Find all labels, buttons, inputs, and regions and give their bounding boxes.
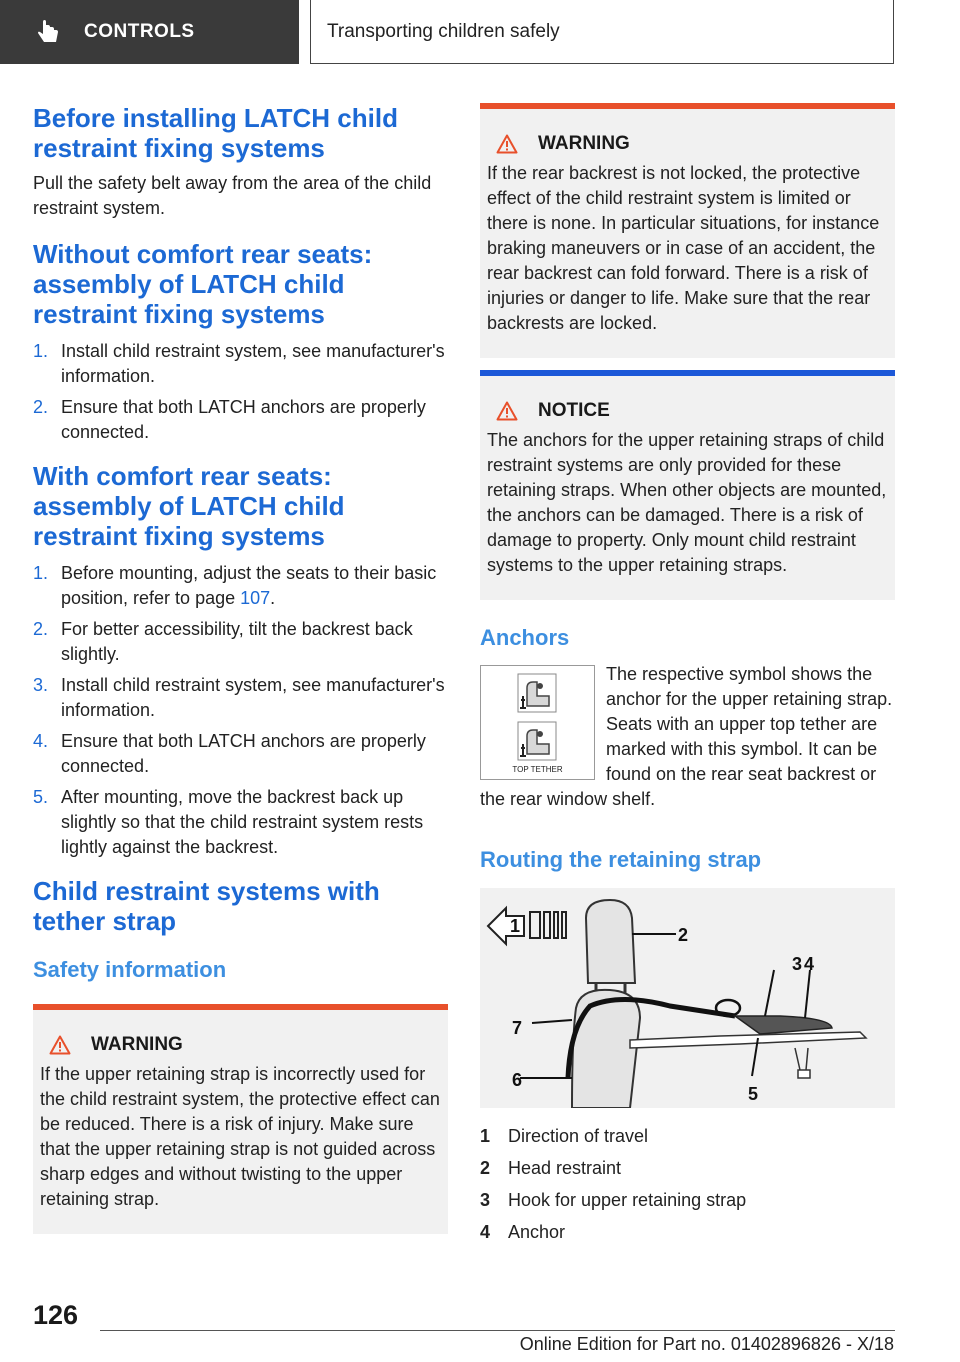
- warning-text: If the rear backrest is not locked, the protective effect of the child restraint system is limited or there is none. In particular situations, for instance braking maneuvers or in case of an accident, the rear backrest can fold forward. There is a risk of injuries or danger to life. Make sure that the rear backrests are locked.: [487, 163, 880, 333]
- page-reference-link[interactable]: 107: [240, 588, 271, 608]
- heading-tether-strap: Child restraint systems with tether strap: [33, 876, 380, 936]
- legend-row: 1 Direction of travel: [480, 1126, 649, 1146]
- diagram-label: 6: [512, 1070, 523, 1090]
- list-item: 4. Ensure that both LATCH anchors are properly connected.: [33, 731, 426, 776]
- notice-title: NOTICE: [538, 400, 610, 421]
- diagram-legend: [480, 1120, 895, 1248]
- para-before-installing: Pull the safety belt away from the area of the child restraint system.: [33, 173, 432, 218]
- page-footer: [0, 1300, 960, 1362]
- child-seat-anchor-icon: [481, 666, 594, 779]
- heading-with-comfort: With comfort rear seats: assembly of LATCH child restraint fixing systems: [33, 461, 345, 551]
- heading-routing: Routing the retaining strap: [480, 847, 762, 872]
- heading-before-installing: Before installing LATCH child restraint fixing systems: [33, 103, 398, 163]
- page-number: 126: [33, 1300, 79, 1330]
- right-column: [480, 103, 895, 1248]
- diagram-label: 4: [804, 954, 815, 974]
- anchors-text: The respective symbol shows the anchor for the upper retaining strap. Seats with an upper top tether are marked with this symbol. It can be found on the rear seat backrest or the rear window shelf.: [480, 664, 893, 809]
- hand-pointer-icon: [36, 19, 62, 45]
- warning-box-strap: [33, 1004, 448, 1234]
- warning-triangle-icon: [496, 134, 518, 154]
- warning-box-backrest: [480, 103, 895, 358]
- list-with-comfort: [33, 561, 448, 860]
- legend-row: 3 Hook for upper retaining strap: [480, 1190, 747, 1210]
- list-item: 1. Install child restraint system, see manufacturer's information.: [33, 341, 445, 386]
- notice-box-anchors: [480, 370, 895, 600]
- warning-text: If the upper retaining strap is incorrectly used for the child restraint system, the protective effect can be reduced. There is a risk of injury. Make sure that the upper retaining strap is not guided across sharp edges and without twisting to the upper retaining strap.: [40, 1064, 440, 1209]
- anchors-section: [480, 662, 895, 812]
- page-title-box: [310, 0, 894, 64]
- section-label: CONTROLS: [84, 21, 195, 42]
- heading-safety-information: Safety information: [33, 957, 227, 982]
- list-without-comfort: [33, 339, 448, 445]
- warning-triangle-icon: [49, 1035, 71, 1055]
- top-tether-caption: TOP TETHER: [512, 765, 563, 774]
- list-item: 2. Ensure that both LATCH anchors are properly connected.: [33, 397, 426, 442]
- diagram-label: 7: [512, 1018, 523, 1038]
- legend-row: 4 Anchor: [480, 1222, 566, 1242]
- page-title: Transporting children safely: [327, 20, 560, 42]
- left-column: [33, 100, 448, 1234]
- list-item: 3. Install child restraint system, see manufacturer's information.: [33, 675, 445, 720]
- list-item: 1. Before mounting, adjust the seats to their basic position, refer to page 107.: [33, 563, 437, 608]
- list-item: 2. For better accessibility, tilt the backrest back slightly.: [33, 619, 413, 664]
- heading-without-comfort: Without comfort rear seats: assembly of LATCH child restraint fixing systems: [33, 239, 373, 329]
- notice-triangle-icon: [496, 401, 518, 421]
- warning-title: WARNING: [538, 133, 630, 154]
- notice-text: The anchors for the upper retaining straps of child restraint systems are only provided for these retaining straps. When other objects are mounted, the anchors can be damaged. There is a risk of damage to property. Only mount child restraint systems to the upper retaining straps.: [487, 430, 887, 575]
- heading-anchors: Anchors: [480, 625, 570, 650]
- diagram-label: 5: [748, 1084, 759, 1104]
- routing-diagram: [480, 888, 895, 1108]
- footer-divider: [100, 1330, 895, 1331]
- header-section-tab: [0, 0, 299, 64]
- diagram-label: 1: [510, 916, 521, 936]
- diagram-label: 3: [792, 954, 803, 974]
- retaining-strap-diagram: [480, 888, 895, 1108]
- warning-title: WARNING: [91, 1034, 183, 1055]
- legend-row: 2 Head restraint: [480, 1158, 622, 1178]
- edition-note: Online Edition for Part no. 01402896826 - X/18: [519, 1334, 894, 1354]
- diagram-label: 2: [678, 925, 689, 945]
- anchor-symbol-image: [480, 665, 595, 780]
- list-item: 5. After mounting, move the backrest back up slightly so that the child restraint system rests lightly against the backrest.: [33, 787, 424, 857]
